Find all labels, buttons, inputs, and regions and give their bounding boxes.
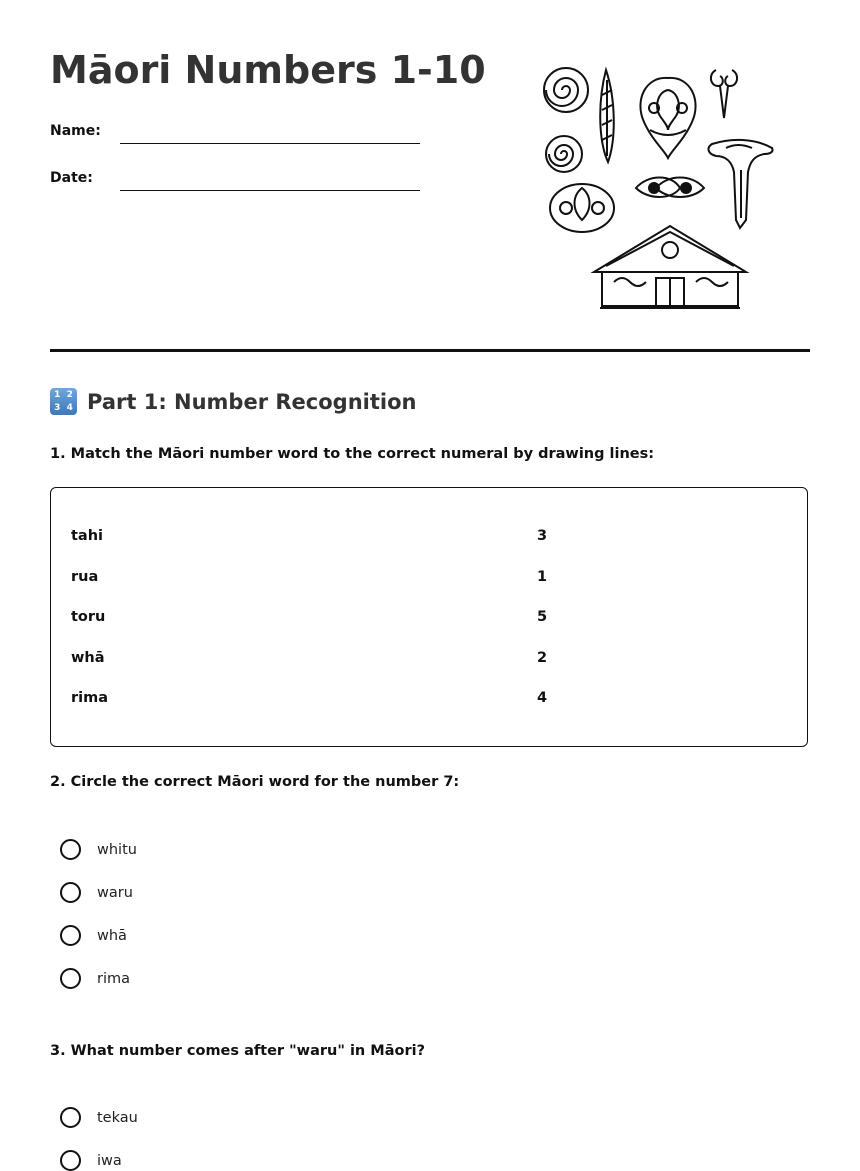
match-word[interactable]: tahi — [71, 528, 104, 544]
question-3: 3. What number comes after "waru" in Māori? — [50, 1043, 425, 1059]
match-numeral[interactable]: 1 — [537, 569, 548, 585]
koru-spiral-icon — [544, 68, 588, 112]
feather-icon — [600, 70, 614, 162]
maori-carvings-illustration — [536, 60, 798, 312]
section-divider — [50, 349, 810, 352]
radio-circle[interactable] — [60, 968, 81, 989]
input-numbers-icon: 1 2 3 4 — [50, 388, 77, 415]
match-numeral[interactable]: 5 — [537, 609, 548, 625]
match-word[interactable]: whā — [71, 650, 105, 666]
hook-icon — [711, 70, 737, 118]
eyes-icon — [636, 178, 704, 198]
match-numeral[interactable]: 3 — [537, 528, 548, 544]
spiral-icon — [546, 136, 582, 172]
section-1-header — [50, 388, 416, 415]
match-word[interactable]: rima — [71, 690, 109, 706]
radio-circle[interactable] — [60, 839, 81, 860]
section-title: Part 1: Number Recognition — [87, 389, 417, 414]
name-line[interactable] — [120, 143, 420, 144]
option-label: iwa — [97, 1152, 122, 1169]
radio-circle[interactable] — [60, 1107, 81, 1128]
name-label: Name: — [50, 123, 101, 139]
option-label: whā — [97, 927, 127, 944]
date-label: Date: — [50, 170, 93, 186]
match-numeral[interactable]: 4 — [537, 690, 548, 706]
page-title: Māori Numbers 1-10 — [50, 48, 486, 92]
answer-option[interactable] — [60, 1107, 138, 1128]
radio-circle[interactable] — [60, 882, 81, 903]
match-word[interactable]: toru — [71, 609, 106, 625]
wharenui-house-icon — [594, 226, 746, 308]
manaia-tail-icon — [709, 140, 773, 228]
answer-option[interactable] — [60, 925, 127, 946]
answer-option[interactable] — [60, 882, 133, 903]
answer-option[interactable] — [60, 839, 137, 860]
date-line[interactable] — [120, 190, 420, 191]
matching-box — [50, 487, 808, 747]
match-numeral[interactable]: 2 — [537, 650, 548, 666]
question-2: 2. Circle the correct Māori word for the number 7: — [50, 774, 460, 790]
carved-heart-icon — [640, 78, 695, 158]
carved-oval-icon — [550, 184, 614, 232]
question-1: 1. Match the Māori number word to the correct numeral by drawing lines: — [50, 446, 655, 462]
option-label: waru — [97, 884, 133, 901]
match-word[interactable]: rua — [71, 569, 99, 585]
radio-circle[interactable] — [60, 925, 81, 946]
option-label: whitu — [97, 841, 137, 858]
answer-option[interactable] — [60, 968, 130, 989]
option-label: tekau — [97, 1109, 138, 1126]
option-label: rima — [97, 970, 131, 987]
